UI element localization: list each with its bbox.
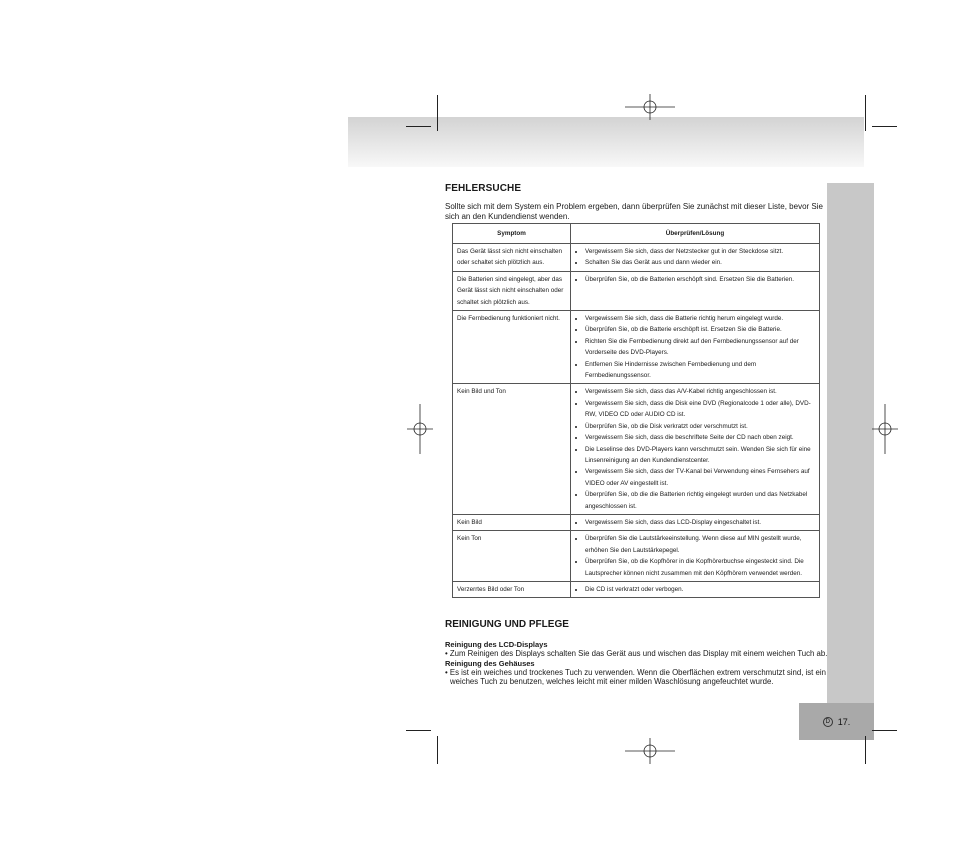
care-section — [445, 619, 845, 686]
solution-cell — [571, 244, 820, 272]
registration-mark-icon — [625, 94, 675, 120]
solution-item: • Richten Sie die Fernbedienung direkt auf den Fernbedienungssensor auf der Vorderseite des DVD-Players. — [585, 336, 815, 359]
troubleshooting-section — [445, 183, 835, 221]
symptom-cell: Verzerrtes Bild oder Ton — [453, 581, 571, 597]
solution-item: • Die CD ist verkratzt oder verbogen. — [585, 584, 815, 595]
solution-item: • Vergewissern Sie sich, dass die Disk eine DVD (Regionalcode 1 oder alle), DVD-RW, VIDEO CD oder AUDIO CD ist. — [585, 398, 815, 421]
solution-item: • Überprüfen Sie die Lautstärkeeinstellung. Wenn diese auf MIN gestellt wurde, erhöhen Sie den Lautstärkepegel. — [585, 533, 815, 556]
table-body — [453, 244, 820, 598]
solution-item: • Die Leselinse des DVD-Players kann verschmutzt sein. Wenden Sie sich für eine Linsenreinigung an den Kundendienstcenter. — [585, 444, 815, 467]
solution-item: • Schalten Sie das Gerät aus und dann wieder ein. — [585, 257, 815, 268]
solution-list — [575, 517, 815, 528]
solution-list — [575, 246, 815, 269]
crop-mark — [865, 95, 866, 131]
solution-item: • Überprüfen Sie, ob die Batterien erschöpft sind. Ersetzen Sie die Batterien. — [585, 274, 815, 285]
solution-cell — [571, 271, 820, 310]
symptom-cell: Die Batterien sind eingelegt, aber das Gerät lässt sich nicht einschalten oder schaltet sich plötzlich aus. — [453, 271, 571, 310]
crop-mark — [872, 126, 897, 127]
solution-cell — [571, 531, 820, 582]
symptom-cell: Kein Bild und Ton — [453, 384, 571, 514]
page-number: 17. — [837, 716, 851, 727]
symptom-column-header: Symptom — [453, 224, 571, 244]
solution-list — [575, 386, 815, 511]
solution-cell — [571, 311, 820, 384]
page-number-tab — [799, 703, 874, 740]
care-title: REINIGUNG UND PFLEGE — [445, 619, 569, 630]
crop-mark — [437, 95, 438, 131]
solution-cell — [571, 581, 820, 597]
language-icon: D — [823, 717, 833, 727]
table-row — [453, 271, 820, 310]
solution-item: • Überprüfen Sie, ob die Disk verkratzt oder verschmutzt ist. — [585, 421, 815, 432]
registration-mark-icon — [872, 404, 898, 454]
solution-item: • Entfernen Sie Hindernisse zwischen Fernbedienung und dem Fernbedienungssensor. — [585, 359, 815, 382]
solution-item: • Vergewissern Sie sich, dass der TV-Kanal bei Verwendung eines Fernsehers auf VIDEO oder AV eingestellt ist. — [585, 466, 815, 489]
symptom-cell: Kein Ton — [453, 531, 571, 582]
housing-cleaning-text: • Es ist ein weiches und trockenes Tuch zu verwenden. Wenn die Oberflächen extrem verschmutzt sind, ist ein weiches Tuch zu benutzen, welches leicht mit einer milden Waschlösung angefeuchtet wurde. — [445, 668, 826, 686]
table-header-row — [453, 224, 820, 244]
table-row — [453, 244, 820, 272]
solution-item: • Vergewissern Sie sich, dass die Batterie richtig herum eingelegt wurde. — [585, 313, 815, 324]
crop-mark — [406, 730, 431, 731]
symptom-cell: Das Gerät lässt sich nicht einschalten oder schaltet sich plötzlich aus. — [453, 244, 571, 272]
symptom-cell: Kein Bild — [453, 514, 571, 530]
solution-item: • Vergewissern Sie sich, dass der Netzstecker gut in der Steckdose sitzt. — [585, 246, 815, 257]
registration-mark-icon — [625, 738, 675, 764]
solution-item: • Überprüfen Sie, ob die Batterie erschöpft ist. Ersetzen Sie die Batterie. — [585, 324, 815, 335]
troubleshooting-table — [452, 223, 820, 598]
lcd-cleaning-heading: Reinigung des LCD-Displays — [445, 640, 548, 649]
solution-item: • Überprüfen Sie, ob die Kopfhörer in die Kopfhörerbuchse eingesteckt sind. Die Lautsprecher können nicht zusammen mit den Köpfhörern verwendet werden. — [585, 556, 815, 579]
solution-cell — [571, 384, 820, 514]
solution-list — [575, 533, 815, 579]
troubleshooting-title: FEHLERSUCHE — [445, 183, 522, 194]
symptom-cell: Die Fernbedienung funktioniert nicht. — [453, 311, 571, 384]
solution-column-header: Überprüfen/Lösung — [571, 224, 820, 244]
table-row — [453, 384, 820, 514]
solution-list — [575, 584, 815, 595]
crop-mark — [437, 736, 438, 764]
lcd-cleaning-text: • Zum Reinigen des Displays schalten Sie das Gerät aus und wischen das Display mit einem weichen Tuch ab. — [445, 649, 828, 658]
crop-mark — [406, 126, 431, 127]
table-row — [453, 311, 820, 384]
solution-item: • Vergewissern Sie sich, dass die beschriftete Seite der CD nach oben zeigt. — [585, 432, 815, 443]
solution-list — [575, 274, 815, 285]
table-row — [453, 531, 820, 582]
solution-item: • Vergewissern Sie sich, dass das A/V-Kabel richtig angeschlossen ist. — [585, 386, 815, 397]
crop-mark — [872, 730, 897, 731]
solution-list — [575, 313, 815, 381]
crop-mark — [865, 736, 866, 764]
registration-mark-icon — [407, 404, 433, 454]
table-row — [453, 514, 820, 530]
table-row — [453, 581, 820, 597]
troubleshooting-intro: Sollte sich mit dem System ein Problem ergeben, dann überprüfen Sie zunächst mit dieser Liste, bevor Sie sich an den Kundendienst wenden. — [445, 202, 823, 221]
solution-item: • Vergewissern Sie sich, dass das LCD-Display eingeschaltet ist. — [585, 517, 815, 528]
solution-item: • Überprüfen Sie, ob die die Batterien richtig eingelegt wurden und das Netzkabel angeschlossen ist. — [585, 489, 815, 512]
solution-cell — [571, 514, 820, 530]
header-band — [348, 117, 864, 167]
housing-cleaning-heading: Reinigung des Gehäuses — [445, 659, 535, 668]
